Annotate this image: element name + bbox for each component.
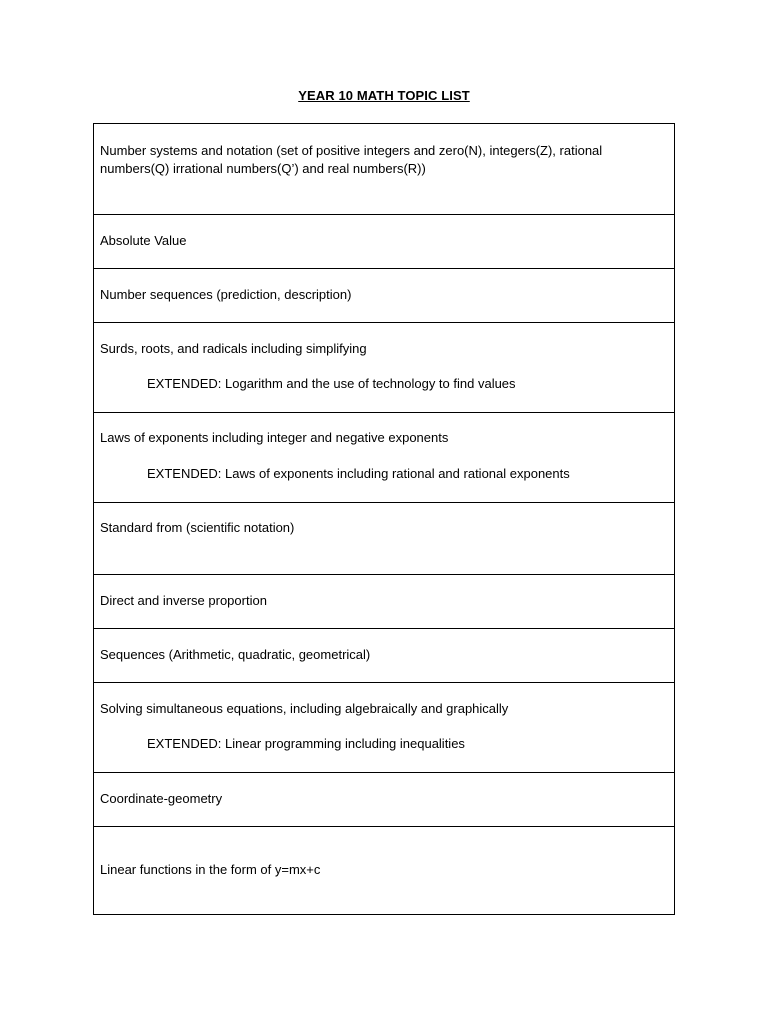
- topic-row: [94, 268, 674, 322]
- topic-row: [94, 502, 674, 574]
- topic-row: [94, 124, 674, 214]
- topic-text: Solving simultaneous equations, including algebraically and graphically: [100, 701, 509, 716]
- topic-row: [94, 628, 674, 682]
- topic-text: Coordinate-geometry: [100, 791, 223, 806]
- topic-text: Number systems and notation (set of positive integers and zero(N), integers(Z), rational numbers(Q) irrational numbers(Q’) and real numbers(R)): [100, 143, 603, 176]
- topic-row: [94, 322, 674, 412]
- topic-text: Standard from (scientific notation): [100, 520, 295, 535]
- topic-row: [94, 214, 674, 268]
- extended-topic-text: EXTENDED: Linear programming including inequalities: [147, 736, 465, 751]
- topic-text: Laws of exponents including integer and negative exponents: [100, 430, 449, 445]
- topic-text: Number sequences (prediction, description): [100, 287, 352, 302]
- extended-topic-text: EXTENDED: Logarithm and the use of technology to find values: [147, 376, 516, 391]
- topic-text: Linear functions in the form of y=mx+c: [100, 862, 321, 877]
- topic-text: Direct and inverse proportion: [100, 593, 267, 608]
- topic-row: [94, 412, 674, 502]
- topic-row: [94, 574, 674, 628]
- topic-table: [93, 123, 675, 915]
- topic-text: Sequences (Arithmetic, quadratic, geometrical): [100, 647, 371, 662]
- topic-row: [94, 772, 674, 826]
- topic-row: [94, 682, 674, 772]
- topic-text: Surds, roots, and radicals including simplifying: [100, 341, 367, 356]
- topic-text: Absolute Value: [100, 233, 187, 248]
- extended-topic-text: EXTENDED: Laws of exponents including rational and rational exponents: [147, 466, 570, 481]
- page-title: YEAR 10 MATH TOPIC LIST: [298, 88, 470, 103]
- topic-row: [94, 826, 674, 914]
